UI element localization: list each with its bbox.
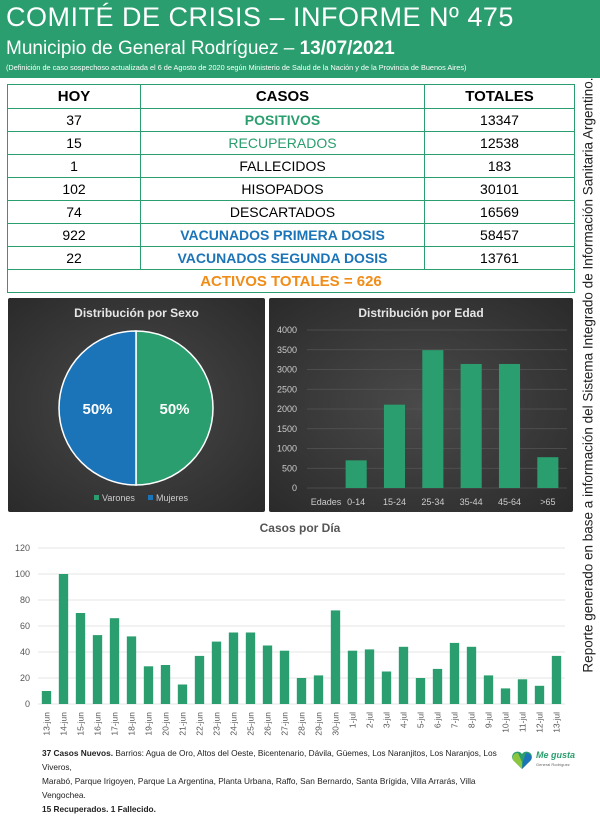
daily-bar: [127, 636, 136, 704]
daily-bar: [399, 647, 408, 704]
header-casos: CASOS: [141, 85, 425, 109]
x-tick-label: 25-34: [421, 497, 445, 507]
footer-notes: [42, 746, 512, 816]
totales-cell: 16569: [425, 201, 575, 224]
x-tick-label: 9-jul: [483, 712, 494, 729]
activos-totales: ACTIVOS TOTALES = 626: [8, 270, 575, 293]
x-tick-label: 16-jun: [92, 712, 103, 736]
daily-bar: [76, 613, 85, 704]
legend-swatch: [148, 495, 153, 500]
x-tick-label: >65: [540, 497, 556, 507]
table-row: [8, 201, 575, 224]
pie-value-label: 50%: [159, 401, 190, 418]
logo-subtext: General Rodríguez: [536, 762, 570, 767]
x-tick-label: 18-jun: [126, 712, 137, 736]
y-tick-label: 60: [19, 621, 30, 631]
y-tick-label: 0: [24, 699, 30, 709]
y-tick-label: 2000: [276, 404, 297, 414]
report-title: COMITÉ DE CRISIS – INFORME Nº 475: [6, 2, 514, 32]
x-tick-label: 19-jun: [143, 712, 154, 736]
x-tick-label: 4-jul: [398, 712, 409, 729]
totales-cell: 13761: [425, 247, 575, 270]
x-tick-label: 45-64: [497, 497, 522, 507]
source-note-text: Reporte generado en base a información del Sistema Integrado de Información Sanitaria Argentino.: [580, 77, 596, 673]
daily-bar: [484, 675, 493, 704]
table-row: [8, 155, 575, 178]
daily-bar: [93, 635, 102, 704]
y-tick-label: 80: [19, 595, 30, 605]
hoy-cell: 37: [8, 109, 141, 132]
x-tick-label: 11-jul: [517, 712, 528, 733]
daily-bar: [297, 678, 306, 704]
x-tick-label: 28-jun: [296, 712, 307, 736]
daily-bar: [144, 666, 153, 704]
totales-cell: 30101: [425, 178, 575, 201]
daily-bar: [467, 647, 476, 704]
x-tick-label: 22-jun: [194, 712, 205, 736]
daily-bar: [178, 685, 187, 705]
casos-cell: POSITIVOS: [141, 109, 425, 132]
table-row: [8, 247, 575, 270]
x-axis-title: Edades: [310, 497, 342, 507]
x-tick-label: 17-jun: [109, 712, 120, 736]
casos-cell: HISOPADOS: [141, 178, 425, 201]
x-tick-label: 10-jul: [500, 712, 511, 733]
y-tick-label: 3500: [276, 344, 297, 355]
x-tick-label: 29-jun: [313, 712, 324, 736]
y-tick-label: 40: [19, 647, 30, 657]
x-tick-label: 13-jun: [41, 712, 52, 736]
x-tick-label: 0-14: [347, 497, 366, 507]
x-tick-label: 15-24: [382, 497, 407, 507]
report-header: [0, 0, 600, 78]
cases-table: [7, 84, 575, 293]
x-tick-label: 2-jul: [364, 712, 375, 729]
y-tick-label: 20: [19, 673, 30, 683]
y-tick-label: 500: [281, 463, 297, 474]
daily-bar: [280, 651, 289, 704]
x-tick-label: 12-jul: [534, 712, 545, 733]
age-bar-45-64: [499, 364, 520, 488]
daily-bar: [110, 618, 119, 704]
age-bar->65: [537, 457, 558, 488]
totales-cell: 58457: [425, 224, 575, 247]
daily-bar: [416, 678, 425, 704]
y-tick-label: 3000: [276, 364, 297, 375]
age-bar-0-14: [346, 460, 367, 488]
daily-chart-title: Casos por Día: [259, 521, 341, 535]
x-tick-label: 15-jun: [75, 712, 86, 736]
legend-label: Varones: [102, 493, 135, 503]
activos-row: [8, 270, 575, 293]
daily-bar: [195, 656, 204, 704]
daily-bar: [450, 643, 459, 704]
footer-line-1: [42, 746, 512, 774]
casos-cell: RECUPERADOS: [141, 132, 425, 155]
y-tick-label: 1000: [276, 443, 297, 454]
me-gusta-logo: [510, 748, 576, 778]
x-tick-label: 27-jun: [279, 712, 290, 736]
table-row: [8, 224, 575, 247]
sex-distribution-panel: [8, 298, 265, 512]
x-tick-label: 6-jul: [432, 712, 443, 729]
totales-cell: 12538: [425, 132, 575, 155]
age-bar-chart: [269, 298, 573, 512]
recovered-deaths: 15 Recuperados. 1 Fallecido.: [42, 804, 156, 814]
hoy-cell: 22: [8, 247, 141, 270]
x-tick-label: 5-jul: [415, 712, 426, 729]
x-tick-label: 35-44: [459, 497, 483, 507]
daily-bar: [59, 574, 68, 704]
barrios-list: Barrios: Agua de Oro, Altos del Oeste, Bicentenario, Dávila, Güemes, Los Naranjitos, Los Naranjos, Los Viveros,: [42, 748, 497, 772]
sex-chart-title: Distribución por Sexo: [74, 306, 199, 320]
daily-cases-chart: [0, 514, 575, 746]
footer-line-3: [42, 802, 512, 816]
y-tick-label: 2500: [276, 384, 297, 395]
y-tick-label: 4000: [276, 325, 297, 335]
daily-bar: [161, 665, 170, 704]
daily-bar: [263, 646, 272, 705]
daily-bar: [518, 679, 527, 704]
hoy-cell: 15: [8, 132, 141, 155]
x-tick-label: 26-jun: [262, 712, 273, 736]
pie-value-label: 50%: [82, 401, 113, 418]
daily-bar: [212, 642, 221, 704]
daily-bar: [433, 669, 442, 704]
casos-cell: VACUNADOS SEGUNDA DOSIS: [141, 247, 425, 270]
hoy-cell: 74: [8, 201, 141, 224]
daily-bar: [552, 656, 561, 704]
hoy-cell: 1: [8, 155, 141, 178]
daily-bar: [42, 691, 51, 704]
report-subtitle: [6, 38, 395, 60]
x-tick-label: 14-jun: [58, 712, 69, 736]
totales-cell: 13347: [425, 109, 575, 132]
logo-text: Me gusta: [536, 750, 576, 760]
x-tick-label: 3-jul: [381, 712, 392, 729]
daily-bar: [229, 633, 238, 705]
legend-label: Mujeres: [156, 493, 189, 503]
daily-bar: [331, 610, 340, 704]
casos-cell: FALLECIDOS: [141, 155, 425, 178]
new-cases-count: 37 Casos Nuevos.: [42, 748, 114, 758]
y-tick-label: 0: [291, 483, 297, 493]
table-row: [8, 109, 575, 132]
municipio-label: Municipio de General Rodríguez –: [6, 38, 300, 59]
definition-note: (Definición de caso sospechoso actualizada el 6 de Agosto de 2020 según Ministerio de Salud de la Nación y de la Provincia de Buenos Aires): [6, 63, 467, 72]
daily-bar: [382, 672, 391, 705]
table-header-row: [8, 85, 575, 109]
daily-bar: [314, 675, 323, 704]
heart-icon: [510, 748, 534, 772]
daily-bar: [348, 651, 357, 704]
casos-cell: DESCARTADOS: [141, 201, 425, 224]
daily-bar: [365, 649, 374, 704]
age-distribution-panel: [269, 298, 573, 512]
age-chart-title: Distribución por Edad: [358, 306, 484, 320]
x-tick-label: 25-jun: [245, 712, 256, 736]
daily-bar: [246, 633, 255, 705]
casos-cell: VACUNADOS PRIMERA DOSIS: [141, 224, 425, 247]
y-tick-label: 120: [14, 543, 30, 553]
report-date: 13/07/2021: [299, 38, 395, 59]
age-bar-25-34: [422, 350, 443, 488]
x-tick-label: 8-jul: [466, 712, 477, 729]
age-bar-15-24: [384, 405, 405, 488]
x-tick-label: 1-jul: [347, 712, 358, 729]
x-tick-label: 13-jul: [551, 712, 562, 733]
x-tick-label: 20-jun: [160, 712, 171, 736]
x-tick-label: 23-jun: [211, 712, 222, 736]
age-bar-35-44: [461, 364, 482, 488]
hoy-cell: 922: [8, 224, 141, 247]
x-tick-label: 30-jun: [330, 712, 341, 736]
x-tick-label: 24-jun: [228, 712, 239, 736]
hoy-cell: 102: [8, 178, 141, 201]
footer-line-2: Marabó, Parque Irigoyen, Parque La Argentina, Planta Urbana, Raffo, San Bernardo, Santa Brígida, Villa Arrarás, Villa Vengochea.: [42, 776, 476, 800]
table-row: [8, 132, 575, 155]
daily-bar: [535, 686, 544, 704]
y-tick-label: 1500: [276, 423, 297, 434]
y-tick-label: 100: [14, 569, 30, 579]
sex-pie-chart: [8, 298, 265, 512]
legend-swatch: [94, 495, 99, 500]
header-totales: TOTALES: [425, 85, 575, 109]
source-note: [577, 70, 599, 680]
totales-cell: 183: [425, 155, 575, 178]
daily-bar: [501, 688, 510, 704]
x-tick-label: 21-jun: [177, 712, 188, 736]
header-hoy: HOY: [8, 85, 141, 109]
x-tick-label: 7-jul: [449, 712, 460, 729]
table-row: [8, 178, 575, 201]
